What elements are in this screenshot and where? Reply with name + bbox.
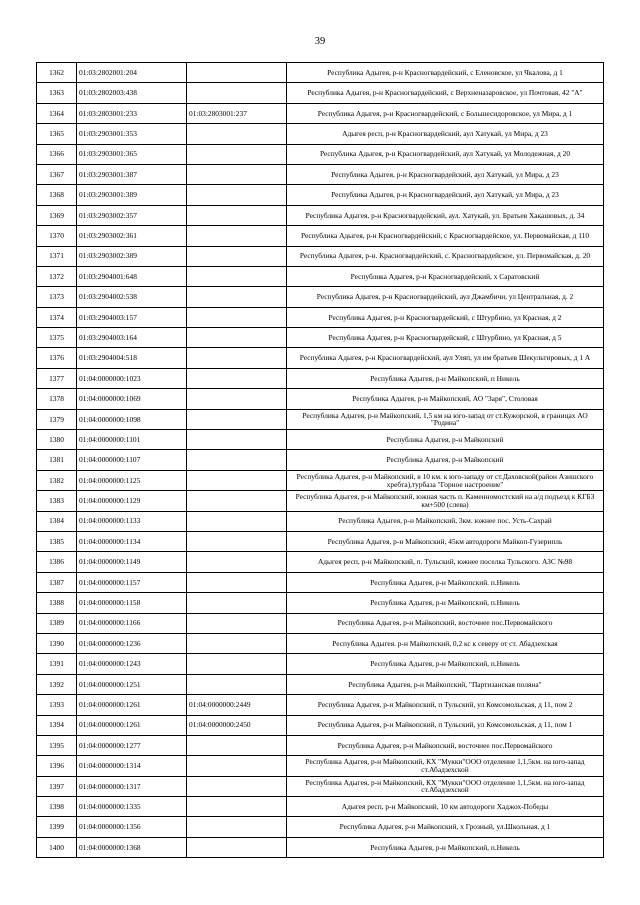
related-cadastral-number [187, 450, 287, 470]
cadastral-number: 01:03:2904003:164 [77, 328, 187, 348]
table-row [37, 695, 604, 715]
address: Республика Адыгея, р-н Майкопский, АО "Заря", Столовая [287, 389, 604, 409]
table-row [37, 144, 604, 164]
related-cadastral-number [187, 226, 287, 246]
row-number: 1368 [37, 185, 77, 205]
cadastral-number: 01:04:0000000:1368 [77, 837, 187, 857]
related-cadastral-number [187, 368, 287, 388]
address: Республика Адыгея, р-н Майкопский [287, 450, 604, 470]
row-number: 1397 [37, 776, 77, 796]
related-cadastral-number [187, 572, 287, 592]
cadastral-number: 01:03:2904002:538 [77, 287, 187, 307]
cadastral-number: 01:04:0000000:1107 [77, 450, 187, 470]
related-cadastral-number [187, 124, 287, 144]
address: Республика Адыгея, р-н Красногвардейский, аул Джамбичи, ул Центральная, д. 2 [287, 287, 604, 307]
cadastral-number: 01:03:2904001:648 [77, 266, 187, 286]
address: Республика Адыгея, р-н Красногвардейский, с Еленовское, ул Чкалова, д 1 [287, 63, 604, 83]
table-row [37, 593, 604, 613]
cadastral-number: 01:04:0000000:1277 [77, 735, 187, 755]
address: Республика Адыгея, р-н Красногвардейский, с Верхненазаровское, ул Почтовая, 42 "А" [287, 83, 604, 103]
table-row [37, 654, 604, 674]
cadastral-number: 01:04:0000000:1243 [77, 654, 187, 674]
related-cadastral-number [187, 674, 287, 694]
cadastral-number: 01:04:0000000:1023 [77, 368, 187, 388]
table-row [37, 83, 604, 103]
table-row [37, 735, 604, 755]
cadastral-number: 01:04:0000000:1129 [77, 491, 187, 511]
table-row [37, 633, 604, 653]
row-number: 1365 [37, 124, 77, 144]
table-row [37, 531, 604, 551]
row-number: 1384 [37, 511, 77, 531]
related-cadastral-number: 01:04:0000000:2450 [187, 715, 287, 735]
row-number: 1391 [37, 654, 77, 674]
row-number: 1400 [37, 837, 77, 857]
address: Республика Адыгея, р-н Красногвардейский, с Штурбино, ул Красная, д 5 [287, 328, 604, 348]
cadastral-number: 01:04:0000000:1098 [77, 409, 187, 429]
cadastral-number: 01:04:0000000:1335 [77, 797, 187, 817]
related-cadastral-number [187, 266, 287, 286]
table-row [37, 450, 604, 470]
cadastral-number: 01:03:2903001:353 [77, 124, 187, 144]
address: Республика Адыгея, р-н Майкопский, восточнее пос.Первомайского [287, 735, 604, 755]
related-cadastral-number [187, 593, 287, 613]
row-number: 1380 [37, 430, 77, 450]
address: Республика Адыгея, р-н Майкопский, п.Никель [287, 654, 604, 674]
row-number: 1381 [37, 450, 77, 470]
related-cadastral-number [187, 552, 287, 572]
address: Республика Адыгея, р-н Майкопский, 45км автодороги Майкоп-Гузерипль [287, 531, 604, 551]
cadastral-number: 01:03:2904003:157 [77, 307, 187, 327]
cadastral-number: 01:03:2903002:361 [77, 226, 187, 246]
table-row [37, 307, 604, 327]
address: Республика Адыгея, р-н Майкопский, п.Никель [287, 837, 604, 857]
row-number: 1392 [37, 674, 77, 694]
cadastral-number: 01:04:0000000:1356 [77, 817, 187, 837]
cadastral-number: 01:04:0000000:1261 [77, 695, 187, 715]
address: Республика Адыгея, р-н Майкопский, КХ "Мукки"ООО отделение 1,1,5км. на юго-запад ст.Абадзехской [287, 776, 604, 796]
table-row [37, 817, 604, 837]
row-number: 1386 [37, 552, 77, 572]
row-number: 1398 [37, 797, 77, 817]
related-cadastral-number [187, 144, 287, 164]
property-registry-table [36, 62, 604, 858]
address: Республика Адыгея, р-н Майкопский [287, 430, 604, 450]
address: Республика Адыгея, р-н Красногвардейский, х Саратовский [287, 266, 604, 286]
related-cadastral-number [187, 470, 287, 490]
table-row [37, 430, 604, 450]
table-row [37, 511, 604, 531]
cadastral-number: 01:04:0000000:1133 [77, 511, 187, 531]
address: Республика Адыгея, р-н Майкопский, п Никель [287, 368, 604, 388]
row-number: 1396 [37, 756, 77, 776]
table-row [37, 552, 604, 572]
table-row [37, 205, 604, 225]
address: Республика Адыгея, р-н Красногвардейский, аул Хатукай, ул Мира, д 23 [287, 164, 604, 184]
related-cadastral-number [187, 756, 287, 776]
row-number: 1393 [37, 695, 77, 715]
table-row [37, 185, 604, 205]
row-number: 1372 [37, 266, 77, 286]
table-row [37, 715, 604, 735]
table-row [37, 266, 604, 286]
row-number: 1390 [37, 633, 77, 653]
cadastral-number: 01:03:2903002:389 [77, 246, 187, 266]
table-row [37, 674, 604, 694]
related-cadastral-number [187, 531, 287, 551]
row-number: 1388 [37, 593, 77, 613]
address: Республика Адыгея, р-н Майкопский, п Тульский, ул Комсомольская, д 11, пом 1 [287, 715, 604, 735]
cadastral-number: 01:04:0000000:1166 [77, 613, 187, 633]
row-number: 1363 [37, 83, 77, 103]
table-row [37, 226, 604, 246]
row-number: 1385 [37, 531, 77, 551]
row-number: 1374 [37, 307, 77, 327]
table-row [37, 491, 604, 511]
address: Республика Адыгея, р-н Майкопский, южная часть п. Каменномостский на а/д подъезд к КГБЗ км+500 (слева) [287, 491, 604, 511]
address: Республика Адыгея, р-н Майкопский. п.Никель [287, 572, 604, 592]
address: Республика Адыгея, р-н. Красногвардейский, с. Красногвардейское, ул. Первомайская, д. 20 [287, 246, 604, 266]
table-row [37, 103, 604, 123]
related-cadastral-number [187, 735, 287, 755]
cadastral-number: 01:03:2904004:518 [77, 348, 187, 368]
cadastral-number: 01:04:0000000:1261 [77, 715, 187, 735]
table-row [37, 287, 604, 307]
address: Республика Адыгея, р-н Красногвардейский, с Штурбино, ул Красная, д 2 [287, 307, 604, 327]
related-cadastral-number [187, 776, 287, 796]
cadastral-number: 01:04:0000000:1236 [77, 633, 187, 653]
related-cadastral-number [187, 409, 287, 429]
cadastral-number: 01:04:0000000:1314 [77, 756, 187, 776]
table-row [37, 348, 604, 368]
related-cadastral-number [187, 430, 287, 450]
row-number: 1376 [37, 348, 77, 368]
table-row [37, 756, 604, 776]
address: Адыгея респ, р-н Майкопский, 10 км автодороги Хаджох-Победы [287, 797, 604, 817]
related-cadastral-number [187, 613, 287, 633]
row-number: 1389 [37, 613, 77, 633]
related-cadastral-number [187, 164, 287, 184]
address: Адыгея респ, р-н Красногвардейский, аул Хатукай, ул Мира, д 23 [287, 124, 604, 144]
row-number: 1370 [37, 226, 77, 246]
related-cadastral-number [187, 348, 287, 368]
related-cadastral-number [187, 817, 287, 837]
cadastral-number: 01:04:0000000:1317 [77, 776, 187, 796]
address: Республика Адыгея, р-н Красногвардейский, аул Хатукай, ул Мира, д 23 [287, 185, 604, 205]
row-number: 1395 [37, 735, 77, 755]
row-number: 1379 [37, 409, 77, 429]
cadastral-number: 01:04:0000000:1251 [77, 674, 187, 694]
address: Республика Адыгея, р-н Красногвардейский, с Большесидоровское, ул Мира, д 1 [287, 103, 604, 123]
cadastral-number: 01:03:2903001:365 [77, 144, 187, 164]
row-number: 1369 [37, 205, 77, 225]
cadastral-number: 01:03:2803001:233 [77, 103, 187, 123]
table-row [37, 837, 604, 857]
table-row [37, 63, 604, 83]
table-row [37, 328, 604, 348]
row-number: 1399 [37, 817, 77, 837]
address: Республика Адыгея, р-н Красногвардейский, аул. Хатукай, ул. Братьев Хакашовых, д. 34 [287, 205, 604, 225]
table-row [37, 572, 604, 592]
table-body [37, 63, 604, 858]
row-number: 1383 [37, 491, 77, 511]
table-row [37, 470, 604, 490]
table-row [37, 124, 604, 144]
row-number: 1362 [37, 63, 77, 83]
cadastral-number: 01:04:0000000:1134 [77, 531, 187, 551]
related-cadastral-number [187, 389, 287, 409]
address: Республика Адыгея, р-н Красногвардейский, с Красногвардейское, ул. Первомайская, д 110 [287, 226, 604, 246]
cadastral-number: 01:04:0000000:1069 [77, 389, 187, 409]
cadastral-number: 01:04:0000000:1101 [77, 430, 187, 450]
related-cadastral-number [187, 63, 287, 83]
address: Республика Адыгея, р-н Майкопский, 3км. южнее пос. Усть-Сахрай [287, 511, 604, 531]
cadastral-number: 01:03:2802001:204 [77, 63, 187, 83]
cadastral-number: 01:03:2903001:387 [77, 164, 187, 184]
row-number: 1371 [37, 246, 77, 266]
address: Республика Адыгея, р-н Майкопский, х Грозный, ул.Школьная, д 1 [287, 817, 604, 837]
row-number: 1373 [37, 287, 77, 307]
related-cadastral-number [187, 654, 287, 674]
related-cadastral-number [187, 797, 287, 817]
table-row [37, 246, 604, 266]
related-cadastral-number [187, 633, 287, 653]
row-number: 1387 [37, 572, 77, 592]
related-cadastral-number [187, 837, 287, 857]
table-row [37, 613, 604, 633]
address: Республика Адыгея, р-н Майкопский, восточнее пос.Первомайского [287, 613, 604, 633]
cadastral-number: 01:03:2903001:389 [77, 185, 187, 205]
address: Республика Адыгея, р-н Майкопский, п.Никель [287, 593, 604, 613]
cadastral-number: 01:03:2802003:438 [77, 83, 187, 103]
related-cadastral-number [187, 83, 287, 103]
address: Республика Адыгея, р-н Красногвардейский, аул Уляп, ул им братьев Шекультировых, д 1 А [287, 348, 604, 368]
row-number: 1394 [37, 715, 77, 735]
table-row [37, 164, 604, 184]
cadastral-number: 01:04:0000000:1125 [77, 470, 187, 490]
cadastral-number: 01:04:0000000:1158 [77, 593, 187, 613]
row-number: 1378 [37, 389, 77, 409]
address: Республика Адыгея, р-н Майкопский, в 10 км. к юго-западу от ст.Даховской(район Азишского хребта),турбаза "Горное настроение" [287, 470, 604, 490]
address: Республика Адыгея. р-н Майкопский, 0,2 кс к северу от ст. Абадзехская [287, 633, 604, 653]
row-number: 1364 [37, 103, 77, 123]
row-number: 1367 [37, 164, 77, 184]
table-row [37, 797, 604, 817]
table-row [37, 368, 604, 388]
row-number: 1375 [37, 328, 77, 348]
related-cadastral-number [187, 307, 287, 327]
related-cadastral-number: 01:04:0000000:2449 [187, 695, 287, 715]
cadastral-number: 01:03:2903002:357 [77, 205, 187, 225]
related-cadastral-number [187, 185, 287, 205]
address: Республика Адыгея, р-н Майкопский, п Тульский, ул Комсомольская, д 11, пом 2 [287, 695, 604, 715]
address: Республика Адыгея, р-н Майкопский, КХ "Мукки"ООО отделение 1,1,5км. на юго-запад ст.Абадзехской [287, 756, 604, 776]
table-row [37, 776, 604, 796]
related-cadastral-number [187, 205, 287, 225]
page-number: 39 [314, 36, 326, 47]
related-cadastral-number [187, 491, 287, 511]
address: Республика Адыгея, р-н Красногвардейский, аул Хатукай, ул Молодежная, д 20 [287, 144, 604, 164]
address: Республика Адыгея, р-н Майкопский, "Партизанская поляна" [287, 674, 604, 694]
address: Республика Адыгея, р-н Майкопский, 1,5 км на юго-запад от ст.Кужорской, в границах АО "Родина" [287, 409, 604, 429]
cadastral-number: 01:04:0000000:1149 [77, 552, 187, 572]
row-number: 1377 [37, 368, 77, 388]
row-number: 1366 [37, 144, 77, 164]
cadastral-number: 01:04:0000000:1157 [77, 572, 187, 592]
related-cadastral-number: 01:03:2803001:237 [187, 103, 287, 123]
table-row [37, 389, 604, 409]
related-cadastral-number [187, 287, 287, 307]
related-cadastral-number [187, 328, 287, 348]
related-cadastral-number [187, 246, 287, 266]
related-cadastral-number [187, 511, 287, 531]
table-row [37, 409, 604, 429]
address: Адыгея респ, р-н Майкопский, п. Тульский, южнее поселка Тульского. АЗС №98 [287, 552, 604, 572]
row-number: 1382 [37, 470, 77, 490]
